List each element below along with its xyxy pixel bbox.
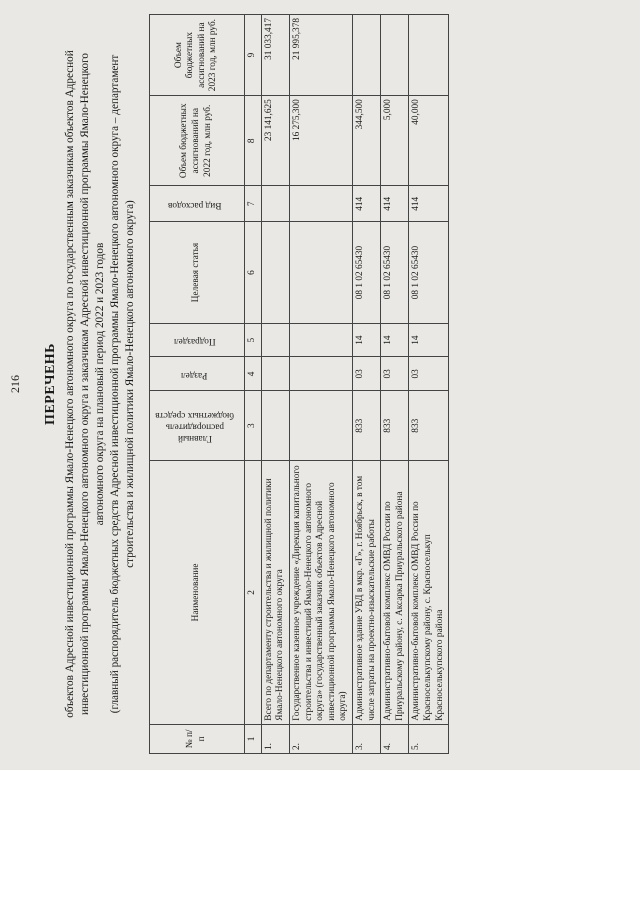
row-amount-2022: 23 141,625	[261, 96, 289, 186]
header-razdel	[149, 357, 245, 391]
row-podrazdel: 14	[409, 323, 449, 357]
row-amount-2023	[381, 15, 409, 96]
row-grbs: 833	[409, 391, 449, 461]
row-amount-2022: 5,000	[381, 96, 409, 186]
header-2022: Объем бюджетных ассигнований на 2022 год, млн руб.	[149, 96, 245, 186]
document-subtitle: объектов Адресной инвестиционной программы Ямало-Ненецкого автономного округа по государственным заказчикам объектов Адресной инвестиционной программы Ямало-Ненецкого автономного округа и заказчикам Адресной инвестиционной программы Ямало-Ненецкого автономного округа на плановый период 2022 и 2023 годов	[64, 50, 107, 718]
row-grbs	[261, 391, 289, 461]
row-podrazdel: 14	[381, 323, 409, 357]
index-cell: 3	[245, 391, 262, 461]
header-podrazdel-label: Подраздел	[173, 335, 216, 346]
row-name: Административно-бытовой комплекс ОМВД России по Красноселькупскому району, с. Красноселькуп Красноселькупского района	[409, 461, 449, 725]
row-target-article	[261, 222, 289, 323]
index-cell: 1	[245, 724, 262, 753]
row-podrazdel: 14	[353, 323, 381, 357]
row-amount-2023: 21 995,378	[289, 15, 352, 96]
header-razdel-label: Раздел	[181, 369, 208, 380]
index-cell: 7	[245, 186, 262, 222]
row-podrazdel	[289, 323, 352, 357]
row-expense-type	[289, 186, 352, 222]
row-name: Государственное казенное учреждение «Дирекция капитального строительства и инвестиций Ямало-Ненецкого автономного округа» (государственный заказчик объектов Адресной инвестиционной программы Ямало-Ненецкого автономного округа)	[289, 461, 352, 725]
row-target-article	[289, 222, 352, 323]
row-podrazdel	[261, 323, 289, 357]
table-row	[261, 15, 289, 754]
row-expense-type: 414	[381, 186, 409, 222]
table-header-row	[149, 15, 245, 754]
index-cell: 6	[245, 222, 262, 323]
table-row	[353, 15, 381, 754]
row-amount-2022: 344,500	[353, 96, 381, 186]
row-name: Административно-бытовой комплекс ОМВД России по Приуральскому району, с. Аксарка Приуральского района	[381, 461, 409, 725]
row-number: 4.	[381, 724, 409, 753]
index-cell: 4	[245, 357, 262, 391]
investment-objects-table	[149, 14, 450, 754]
row-razdel: 03	[381, 357, 409, 391]
table-row	[289, 15, 352, 754]
header-expense-type-label: Вид расходов	[167, 199, 222, 210]
row-razdel	[261, 357, 289, 391]
row-number: 1.	[261, 724, 289, 753]
index-cell: 5	[245, 323, 262, 357]
row-name: Всего по департаменту строительства и жилищной политики Ямало-Ненецкого автономного округа	[261, 461, 289, 725]
header-2023: Объем бюджетных ассигнований на 2023 год, млн руб.	[149, 15, 245, 96]
row-razdel: 03	[409, 357, 449, 391]
header-grbs	[149, 391, 245, 461]
row-amount-2023	[409, 15, 449, 96]
row-grbs	[289, 391, 352, 461]
row-name: Административное здание УВД в мкр. «Г», г. Ноябрьск, в том числе затраты на проектно-изыскательские работы	[353, 461, 381, 725]
document-subtitle-note: (главный распорядитель бюджетных средств Адресной инвестиционной программы Ямало-Ненецкого автономного округа – департамент строительства и жилищной политики Ямало-Ненецкого автономного округа)	[109, 54, 137, 714]
table-index-row	[245, 15, 262, 754]
row-amount-2023	[353, 15, 381, 96]
row-expense-type: 414	[409, 186, 449, 222]
table-row	[381, 15, 409, 754]
row-amount-2023: 31 033,417	[261, 15, 289, 96]
row-target-article: 08 1 02 65430	[381, 222, 409, 323]
header-podrazdel	[149, 323, 245, 357]
row-number: 5.	[409, 724, 449, 753]
row-expense-type	[261, 186, 289, 222]
row-number: 3.	[353, 724, 381, 753]
row-razdel: 03	[353, 357, 381, 391]
table-row	[409, 15, 449, 754]
row-amount-2022: 40,000	[409, 96, 449, 186]
document-title: ПЕРЕЧЕНЬ	[43, 343, 58, 425]
row-grbs: 833	[353, 391, 381, 461]
index-cell: 2	[245, 461, 262, 725]
row-target-article: 08 1 02 65430	[353, 222, 381, 323]
index-cell: 8	[245, 96, 262, 186]
header-number: № п/п	[149, 724, 245, 753]
header-grbs-label: Главный распорядитель бюджетных средств	[155, 409, 234, 444]
row-target-article: 08 1 02 65430	[409, 222, 449, 323]
row-expense-type: 414	[353, 186, 381, 222]
header-expense-type	[149, 186, 245, 222]
header-name: Наименование	[149, 461, 245, 725]
row-number: 2.	[289, 724, 352, 753]
index-cell: 9	[245, 15, 262, 96]
row-razdel	[289, 357, 352, 391]
page-number: 216	[8, 375, 22, 393]
row-grbs: 833	[381, 391, 409, 461]
header-target-article: Целевая статья	[149, 222, 245, 323]
row-amount-2022: 16 275,300	[289, 96, 352, 186]
